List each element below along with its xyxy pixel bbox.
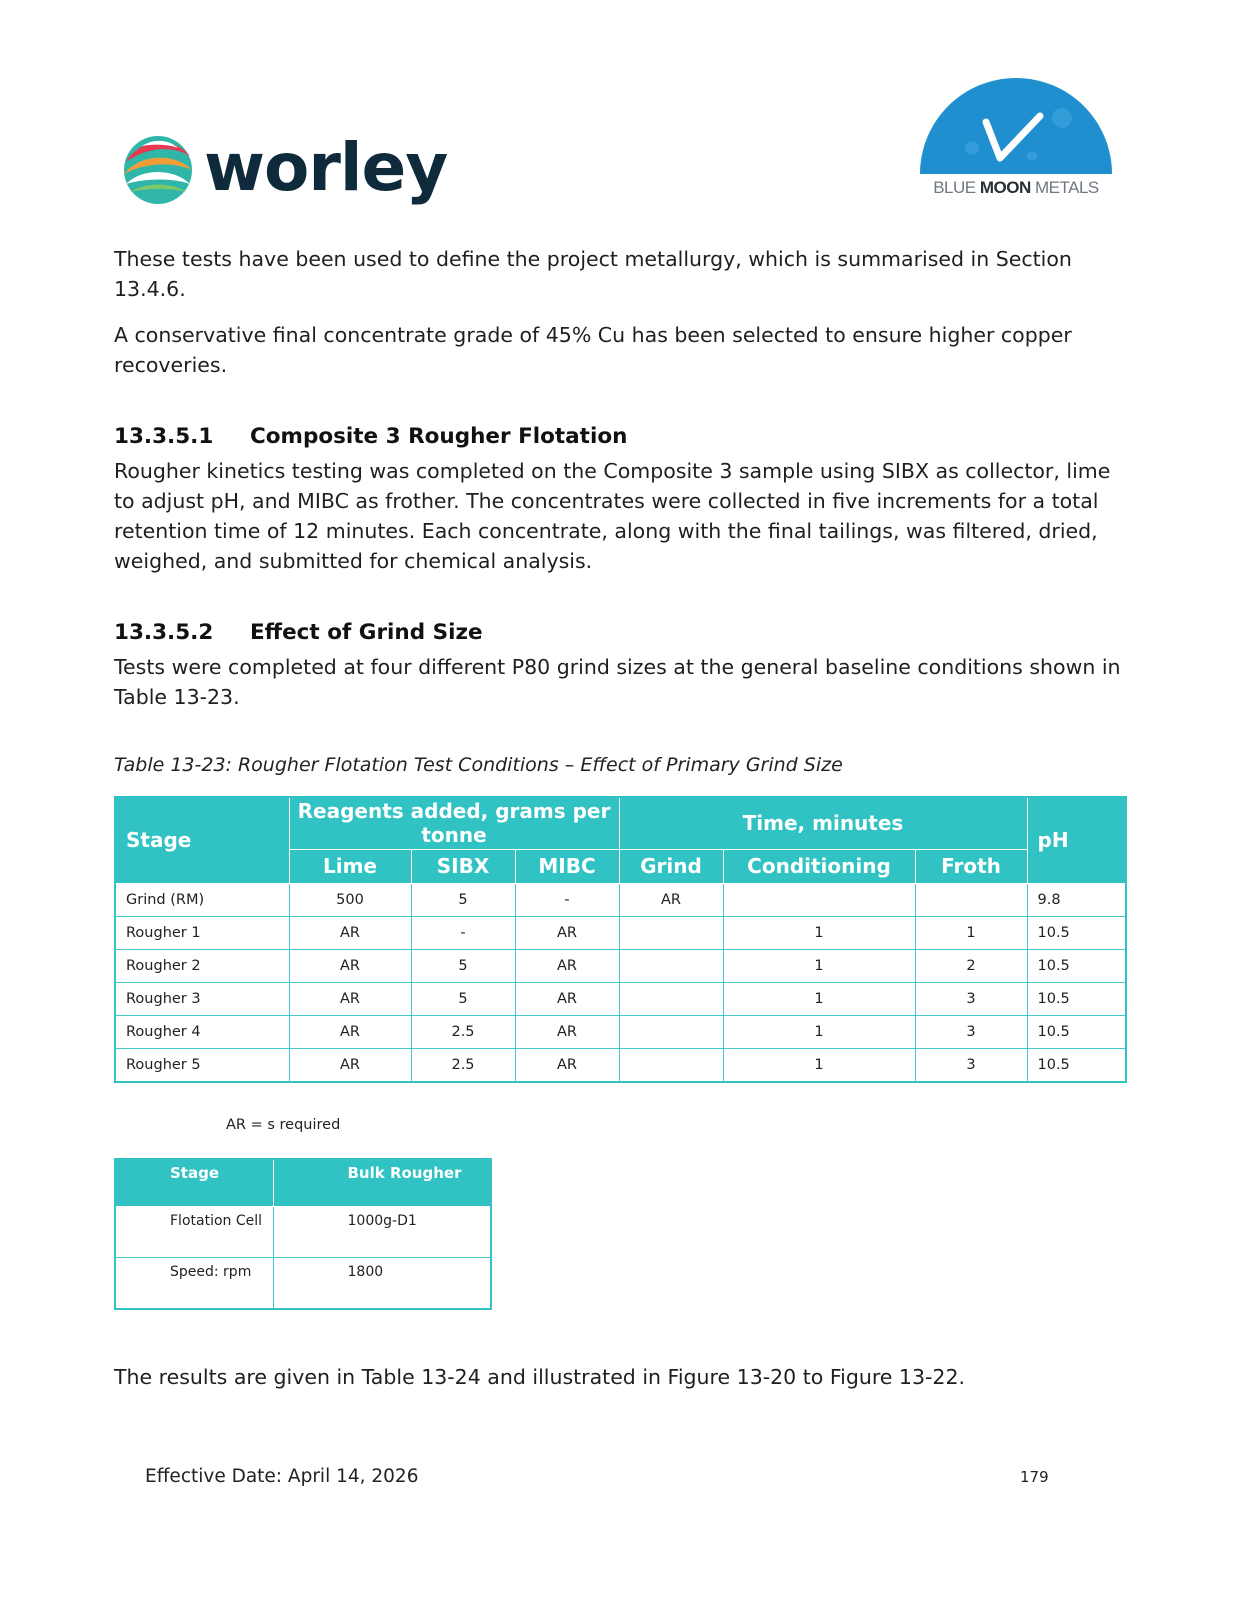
cell-conditioning: 1 <box>723 949 915 982</box>
flotation-conditions-table <box>114 796 1127 1083</box>
table-footnote: AR = s required <box>226 1117 341 1133</box>
intro-paragraph: These tests have been used to define the project metallurgy, which is summarised in Section 13.4.6. <box>114 247 1072 301</box>
cell-froth: 3 <box>915 982 1027 1015</box>
cell-sibx: 5 <box>411 982 515 1015</box>
section-number: 13.3.5.1 <box>114 424 214 449</box>
header-sibx: SIBX <box>411 849 515 883</box>
cell-ph: 10.5 <box>1027 1048 1126 1082</box>
worley-logo <box>120 128 460 214</box>
concentrate-grade-paragraph: A conservative final concentrate grade of 45% Cu has been selected to ensure higher copper recoveries. <box>114 323 1072 377</box>
cell-sibx: - <box>411 916 515 949</box>
cell-lime: AR <box>289 916 411 949</box>
cell-stage: Rougher 1 <box>115 916 289 949</box>
cell-ph: 10.5 <box>1027 1015 1126 1048</box>
header-froth: Froth <box>915 849 1027 883</box>
header-mibc: MIBC <box>515 849 619 883</box>
header-grind: Grind <box>619 849 723 883</box>
cell-grind <box>619 1015 723 1048</box>
cell-conditioning: 1 <box>723 1015 915 1048</box>
moon-clock-icon <box>912 78 1120 178</box>
header-reagents: Reagents added, grams per tonne <box>289 797 619 849</box>
section-title: Effect of Grind Size <box>250 620 483 645</box>
table-row <box>115 1048 1126 1082</box>
section-13-3-5-1-text: Rougher kinetics testing was completed on the Composite 3 sample using SIBX as collector, lime to adjust pH, and MIBC as frother. The concentrates were collected in five increments for a total retention time of 12 minutes. Each concentrate, along with the final tailings, was filtered, dried, weighed, and submitted for chemical analysis. <box>114 459 1111 573</box>
cell-stage: Rougher 5 <box>115 1048 289 1082</box>
cell-froth <box>915 883 1027 916</box>
header-bulk-rougher: Bulk Rougher <box>273 1159 491 1207</box>
cell-stage: Rougher 2 <box>115 949 289 982</box>
worley-swirl-icon <box>120 132 196 208</box>
cell-conditioning <box>723 883 915 916</box>
section-heading-13-3-5-1 <box>114 424 627 449</box>
cell-grind <box>619 982 723 1015</box>
footer-effective-date: Effective Date: April 14, 2026 <box>145 1466 419 1487</box>
table-row <box>115 883 1126 916</box>
cell-label: Speed: rpm <box>115 1258 273 1310</box>
cell-mibc: - <box>515 883 619 916</box>
cell-mibc: AR <box>515 1048 619 1082</box>
cell-ph: 10.5 <box>1027 949 1126 982</box>
cell-lime: AR <box>289 1048 411 1082</box>
cell-specification-table <box>114 1158 492 1310</box>
cell-stage: Grind (RM) <box>115 883 289 916</box>
table-caption: Table 13-23: Rougher Flotation Test Conditions – Effect of Primary Grind Size <box>114 754 843 776</box>
worley-wordmark: worley <box>204 129 448 206</box>
page-number: 179 <box>1020 1468 1049 1486</box>
cell-ph: 9.8 <box>1027 883 1126 916</box>
cell-value: 1800 <box>273 1258 491 1310</box>
cell-conditioning: 1 <box>723 1048 915 1082</box>
section-heading-13-3-5-2 <box>114 620 483 645</box>
cell-grind: AR <box>619 883 723 916</box>
cell-mibc: AR <box>515 982 619 1015</box>
cell-grind <box>619 949 723 982</box>
cell-lime: AR <box>289 1015 411 1048</box>
cell-grind <box>619 916 723 949</box>
table-row <box>115 949 1126 982</box>
blue-moon-metals-logo <box>912 78 1120 208</box>
cell-froth: 1 <box>915 916 1027 949</box>
cell-stage: Rougher 3 <box>115 982 289 1015</box>
header-time: Time, minutes <box>619 797 1027 849</box>
cell-sibx: 5 <box>411 949 515 982</box>
section-title: Composite 3 Rougher Flotation <box>250 424 628 449</box>
cell-lime: 500 <box>289 883 411 916</box>
cell-sibx: 2.5 <box>411 1048 515 1082</box>
cell-conditioning: 1 <box>723 982 915 1015</box>
cell-froth: 3 <box>915 1015 1027 1048</box>
section-number: 13.3.5.2 <box>114 620 214 645</box>
cell-froth: 3 <box>915 1048 1027 1082</box>
cell-grind <box>619 1048 723 1082</box>
cell-ph: 10.5 <box>1027 982 1126 1015</box>
results-paragraph: The results are given in Table 13-24 and illustrated in Figure 13-20 to Figure 13-22. <box>114 1365 966 1389</box>
table-row <box>115 982 1126 1015</box>
cell-lime: AR <box>289 949 411 982</box>
header-stage: Stage <box>115 797 289 883</box>
header-lime: Lime <box>289 849 411 883</box>
blue-moon-metals-wordmark: BLUE MOON METALS <box>933 178 1099 197</box>
cell-lime: AR <box>289 982 411 1015</box>
cell-sibx: 2.5 <box>411 1015 515 1048</box>
table-row <box>115 1207 491 1258</box>
header-conditioning: Conditioning <box>723 849 915 883</box>
section-13-3-5-2-text: Tests were completed at four different P80 grind sizes at the general baseline conditions shown in Table 13-23. <box>114 655 1121 709</box>
cell-value: 1000g-D1 <box>273 1207 491 1258</box>
cell-mibc: AR <box>515 916 619 949</box>
cell-stage: Rougher 4 <box>115 1015 289 1048</box>
table-row <box>115 916 1126 949</box>
cell-ph: 10.5 <box>1027 916 1126 949</box>
cell-mibc: AR <box>515 949 619 982</box>
header-ph: pH <box>1027 797 1126 883</box>
cell-sibx: 5 <box>411 883 515 916</box>
cell-conditioning: 1 <box>723 916 915 949</box>
cell-label: Flotation Cell <box>115 1207 273 1258</box>
table-row <box>115 1015 1126 1048</box>
cell-mibc: AR <box>515 1015 619 1048</box>
cell-froth: 2 <box>915 949 1027 982</box>
table-row <box>115 1258 491 1310</box>
header-stage: Stage <box>115 1159 273 1207</box>
